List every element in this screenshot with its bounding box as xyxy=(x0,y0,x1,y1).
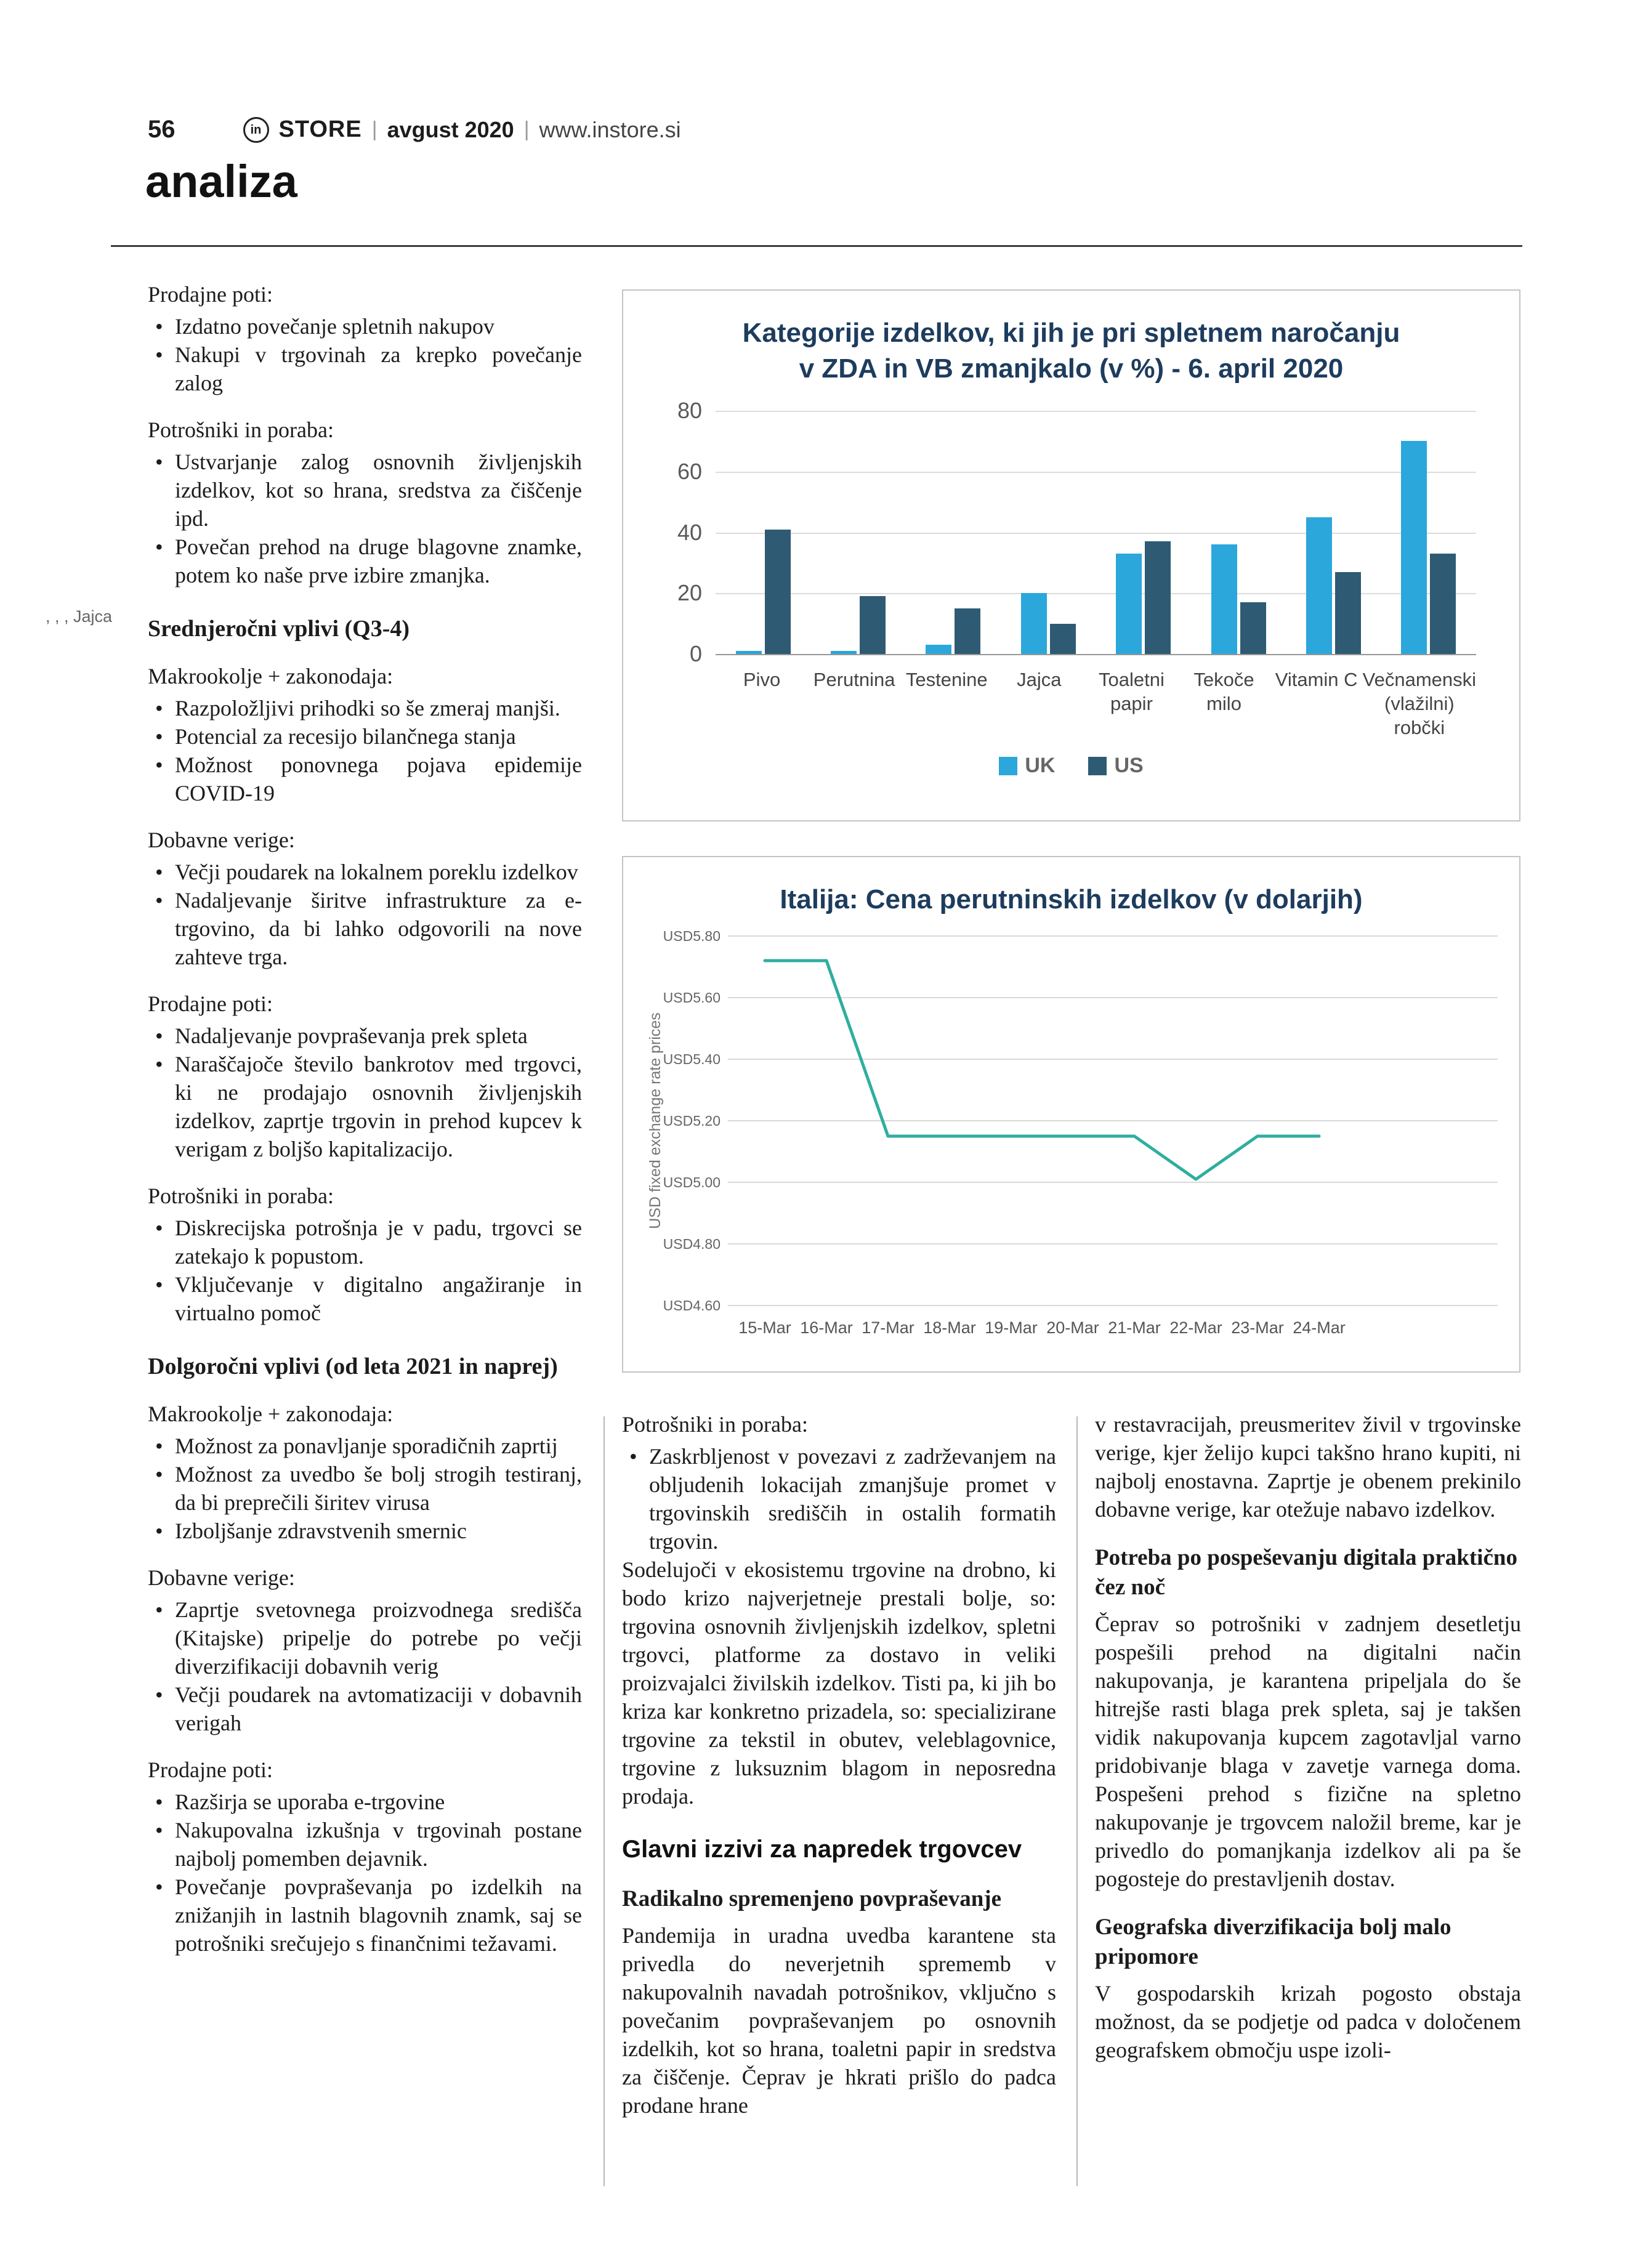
bullet-list xyxy=(148,1022,582,1163)
bar-us xyxy=(765,530,791,654)
print-artifact-note: , , , Jajca xyxy=(46,607,113,626)
bullet-item: • Zaskrbljenost v povezavi z zadrževanjem na obljudenih lokacijah zmanjšuje promet v trgovinskih središčih in ostalih formatih trgovin. xyxy=(622,1442,1056,1556)
left-text-column xyxy=(148,280,582,1958)
label: Prodajne poti: xyxy=(148,991,273,1016)
bar-group xyxy=(1191,544,1286,654)
bullet-item: • Potencial za recesijo bilančnega stanja xyxy=(148,722,582,751)
bar-chart-x-axis xyxy=(716,668,1476,740)
bullet-item: • Vključevanje v digitalno angažiranje in virtualno pomoč xyxy=(148,1270,582,1327)
label: Prodajne poti: xyxy=(148,1757,273,1782)
bullet-list xyxy=(622,1442,1056,1556)
legend-swatch xyxy=(999,757,1017,775)
y-tick-label: USD4.60 xyxy=(663,1297,721,1314)
website-text: www.instore.si xyxy=(539,116,681,142)
legend-item-uk xyxy=(999,754,1055,778)
bullet-list xyxy=(148,448,582,589)
legend-label: UK xyxy=(1025,754,1056,777)
bullet-item: • Razpoložljivi prihodki so še zmeraj manjši. xyxy=(148,694,582,722)
x-tick-label: Tekoče milo xyxy=(1193,669,1254,714)
bullet-list xyxy=(148,858,582,971)
price-line xyxy=(765,961,1319,1179)
heading: Srednjeročni vplivi (Q3-4) xyxy=(148,616,410,642)
bar-uk xyxy=(1401,441,1427,654)
label: Potrošniki in poraba: xyxy=(148,418,334,442)
label: Makrookolje + zakonodaja: xyxy=(148,1402,394,1426)
line-chart-title: Italija: Cena perutninskih izdelkov (v dolarjih) xyxy=(780,884,1363,914)
x-tick-label: Večnamenski (vlažilni) robčki xyxy=(1362,669,1477,738)
bullet-item: • Izboljšanje zdravstvenih smernic xyxy=(148,1517,582,1545)
x-tick-label: 20-Mar xyxy=(1046,1318,1099,1337)
column-divider xyxy=(604,1416,605,2186)
bar-us xyxy=(1430,554,1456,654)
bar-uk xyxy=(926,645,951,654)
label: Dobavne verige: xyxy=(148,1565,295,1590)
x-tick-label: 16-Mar xyxy=(800,1318,853,1337)
bar-chart-plot xyxy=(677,398,1476,666)
label: Potrošniki in poraba: xyxy=(148,1184,334,1208)
y-tick-label: 80 xyxy=(677,398,702,423)
bar-uk xyxy=(831,651,857,654)
line-chart-panel xyxy=(622,856,1520,1373)
bar-us xyxy=(955,608,980,654)
bar-chart-title-line2: v ZDA in VB zmanjkalo (v %) - 6. april 2020 xyxy=(799,353,1344,384)
bullet-list xyxy=(148,312,582,397)
y-tick-label: 0 xyxy=(689,641,702,666)
bar-group xyxy=(1001,593,1096,654)
bar-uk xyxy=(736,651,762,654)
page-number: 56 xyxy=(148,116,176,143)
bar-group xyxy=(1381,441,1476,654)
bullet-item: • Nadaljevanje povpraševanja prek spleta xyxy=(148,1022,582,1050)
bullet-item: • Razširja se uporaba e-trgovine xyxy=(148,1788,582,1816)
bar-us xyxy=(1050,624,1076,654)
bullet-item: • Povečan prehod na druge blagovne znamke, potem ko naše prve izbire zmanjka. xyxy=(148,533,582,589)
instore-logo-icon xyxy=(243,117,269,143)
legend-swatch xyxy=(1088,757,1107,775)
bullet-list xyxy=(148,1432,582,1545)
bullet-list xyxy=(148,1214,582,1327)
bullet-item: • Večji poudarek na avtomatizaciji v dobavnih verigah xyxy=(148,1681,582,1737)
paragraph: V gospodarskih krizah pogosto obstaja možnost, da se podjetje od padca v določenem geografskem območju uspe izoli- xyxy=(1095,1981,1521,2062)
bar-group xyxy=(810,596,905,654)
bar-uk xyxy=(1116,554,1142,654)
bar-us xyxy=(860,596,886,654)
legend-label: US xyxy=(1114,754,1144,777)
legend-item-us xyxy=(1088,754,1143,778)
masthead xyxy=(243,116,681,143)
bullet-item: • Nakupovalna izkušnja v trgovinah postane najbolj pomemben dejavnik. xyxy=(148,1816,582,1873)
bullet-item: • Možnost za ponavljanje sporadičnih zaprtij xyxy=(148,1432,582,1460)
bullet-list xyxy=(148,1596,582,1737)
bar-us xyxy=(1145,541,1171,654)
bullet-item: • Možnost za uvedbo še bolj strogih testiranj, da bi preprečili širitev virusa xyxy=(148,1460,582,1517)
x-tick-label: 17-Mar xyxy=(862,1318,914,1337)
x-tick-label: Testenine xyxy=(905,669,988,690)
bar-group xyxy=(906,608,1001,654)
x-tick-label: 19-Mar xyxy=(985,1318,1038,1337)
bar-group xyxy=(716,530,810,654)
y-tick-label: USD4.80 xyxy=(663,1236,721,1252)
bar-groups xyxy=(716,411,1476,654)
bullet-item: • Izdatno povečanje spletnih nakupov xyxy=(148,312,582,341)
gridline-0 xyxy=(716,654,1476,655)
bullet-item: • Povečanje povpraševanja po izdelkih na znižanjih in lastnih blagovnih znamk, saj se potrošniki srečujejo s finančnimi težavami. xyxy=(148,1873,582,1958)
subheading: Potreba po pospeševanju digitala praktično čez noč xyxy=(1095,1545,1517,1600)
bullet-list xyxy=(148,694,582,807)
bar-chart-title xyxy=(623,315,1519,387)
x-tick-label: Jajca xyxy=(1017,669,1062,690)
x-tick-label: 22-Mar xyxy=(1169,1318,1222,1337)
y-tick-label: 20 xyxy=(677,580,702,606)
issue-date: avgust 2020 xyxy=(387,116,514,142)
bar-chart-panel xyxy=(622,289,1520,821)
y-tick-label: USD5.40 xyxy=(663,1051,721,1067)
y-tick-label: USD5.60 xyxy=(663,990,721,1006)
y-tick-label: 60 xyxy=(677,458,702,484)
x-tick-label: 18-Mar xyxy=(923,1318,976,1337)
paragraph: Sodelujoči v ekosistemu trgovine na drobno, ki bodo krizo najverjetneje prestali bolje, so: trgovina osnovnih življenjskih izdelkov, spletni trgovci, platforme za dostavo in veliki proizvajalci živilskih izdelkov. Tisti pa, ki jih bo kriza kar konkretno prizadela, so: specializirane trgovine za tekstil in obutev, veleblagovnice, trgovine z luksuznim blagom in neposredna prodaja. xyxy=(622,1557,1056,1809)
heading: Dolgoročni vplivi (od leta 2021 in naprej) xyxy=(148,1354,558,1379)
line-chart-canvas xyxy=(623,924,1519,1370)
bullet-item: • Diskrecijska potrošnja je v padu, trgovci se zatekajo k popustom. xyxy=(148,1214,582,1270)
bullet-item: • Nadaljevanje širitve infrastrukture za e-trgovino, da bi lahko odgovorili na nove zahteve trga. xyxy=(148,886,582,971)
label: Dobavne verige: xyxy=(148,828,295,852)
bullet-item: • Nakupi v trgovinah za krepko povečanje zalog xyxy=(148,341,582,397)
bullet-item: • Možnost ponovnega pojava epidemije COVID-19 xyxy=(148,751,582,807)
page-header xyxy=(148,116,681,143)
x-tick-label: Pivo xyxy=(743,669,781,690)
section-title: analiza xyxy=(145,156,297,207)
bar-chart-legend xyxy=(623,754,1519,778)
brand-name: STORE xyxy=(278,116,362,142)
bar-us xyxy=(1240,602,1266,654)
logo-glyph: in xyxy=(250,123,262,137)
label: Potrošniki in poraba: xyxy=(622,1412,808,1437)
bar-uk xyxy=(1211,544,1237,654)
y-tick-label: USD5.00 xyxy=(663,1174,721,1190)
x-tick-label: 21-Mar xyxy=(1108,1318,1161,1337)
x-tick-label: 24-Mar xyxy=(1293,1318,1346,1337)
subheading: Radikalno spremenjeno povpraševanje xyxy=(622,1886,1002,1911)
x-tick-label: 15-Mar xyxy=(738,1318,791,1337)
y-tick-label: 40 xyxy=(677,519,702,545)
bar-chart-title-line1: Kategorije izdelkov, ki jih je pri spletnem naročanju xyxy=(742,318,1400,348)
x-tick-label: 23-Mar xyxy=(1231,1318,1284,1337)
x-tick-label: Perutnina xyxy=(813,669,895,690)
bar-uk xyxy=(1021,593,1047,654)
heading2: Glavni izzivi za napredek trgovcev xyxy=(622,1836,1022,1863)
bar-group xyxy=(1096,541,1191,654)
subheading: Geografska diverzifikacija bolj malo pripomore xyxy=(1095,1915,1451,1969)
bar-group xyxy=(1286,517,1381,654)
bullet-list xyxy=(148,1788,582,1958)
separator-bar: | xyxy=(371,118,377,141)
bullet-item: • Zaprtje svetovnega proizvodnega središča (Kitajske) pripelje do potrebe po večji diverzifikaciji dobavnih verig xyxy=(148,1596,582,1681)
paragraph: Pandemija in uradna uvedba karantene sta privedla do neverjetnih sprememb v nakupovalnih navadah potrošnikov, vključno s povečanim povpraševanjem po osnovnih izdelkih, kot so hrana, toaletni papir in sredstva za čiščenje. Čeprav je hkrati prišlo do padca prodane hrane xyxy=(622,1923,1056,2118)
y-axis-title: USD fixed exchange rate prices xyxy=(647,1012,664,1229)
bullet-item: • Naraščajoče število bankrotov med trgovci, ki ne prodajajo osnovnih življenjskih izdelkov, zaprtje trgovin in prehod kupcev k verigam z boljšo kapitalizacijo. xyxy=(148,1050,582,1163)
bar-uk xyxy=(1306,517,1332,654)
label: Prodajne poti: xyxy=(148,282,273,307)
header-divider xyxy=(111,245,1522,247)
right-text-column xyxy=(1095,1410,1521,2079)
y-tick-label: USD5.80 xyxy=(663,928,721,944)
paragraph: Čeprav so potrošniki v zadnjem desetletju pospešili prehod na digitalni način nakupovanja, je karantena pripeljala do še hitrejše rasti blaga prek spleta, saj je takšen vidik nakupovanja kupcem zagotavljal varno pridobivanje blaga v zavetje varnega doma. Pospešeni prehod s fizične na spletno nakupovanje je trgovcem naložil breme, kar je privedlo do pomanjkanja izdelkov ali pa še pogosteje do prestavljenih dostav. xyxy=(1095,1612,1521,1891)
middle-text-column xyxy=(622,1410,1056,2134)
x-tick-label: Vitamin C xyxy=(1275,669,1358,690)
separator-bar: | xyxy=(523,118,530,141)
y-tick-label: USD5.20 xyxy=(663,1113,721,1129)
bar-us xyxy=(1335,572,1361,654)
bullet-item: • Večji poudarek na lokalnem poreklu izdelkov xyxy=(148,858,582,886)
paragraph: v restavracijah, preusmeritev živil v trgovinske verige, kjer želijo kupci takšno hrano kupiti, ni najbolj enostavna. Zaprtje je obenem prekinilo dobavne verige, kar otežuje nabavo izdelkov. xyxy=(1095,1412,1521,1522)
label: Makrookolje + zakonodaja: xyxy=(148,664,394,688)
bullet-item: • Ustvarjanje zalog osnovnih življenjskih izdelkov, kot so hrana, sredstva za čiščenje ipd. xyxy=(148,448,582,533)
column-divider xyxy=(1076,1416,1078,2186)
x-tick-label: Toaletni papir xyxy=(1098,669,1165,714)
